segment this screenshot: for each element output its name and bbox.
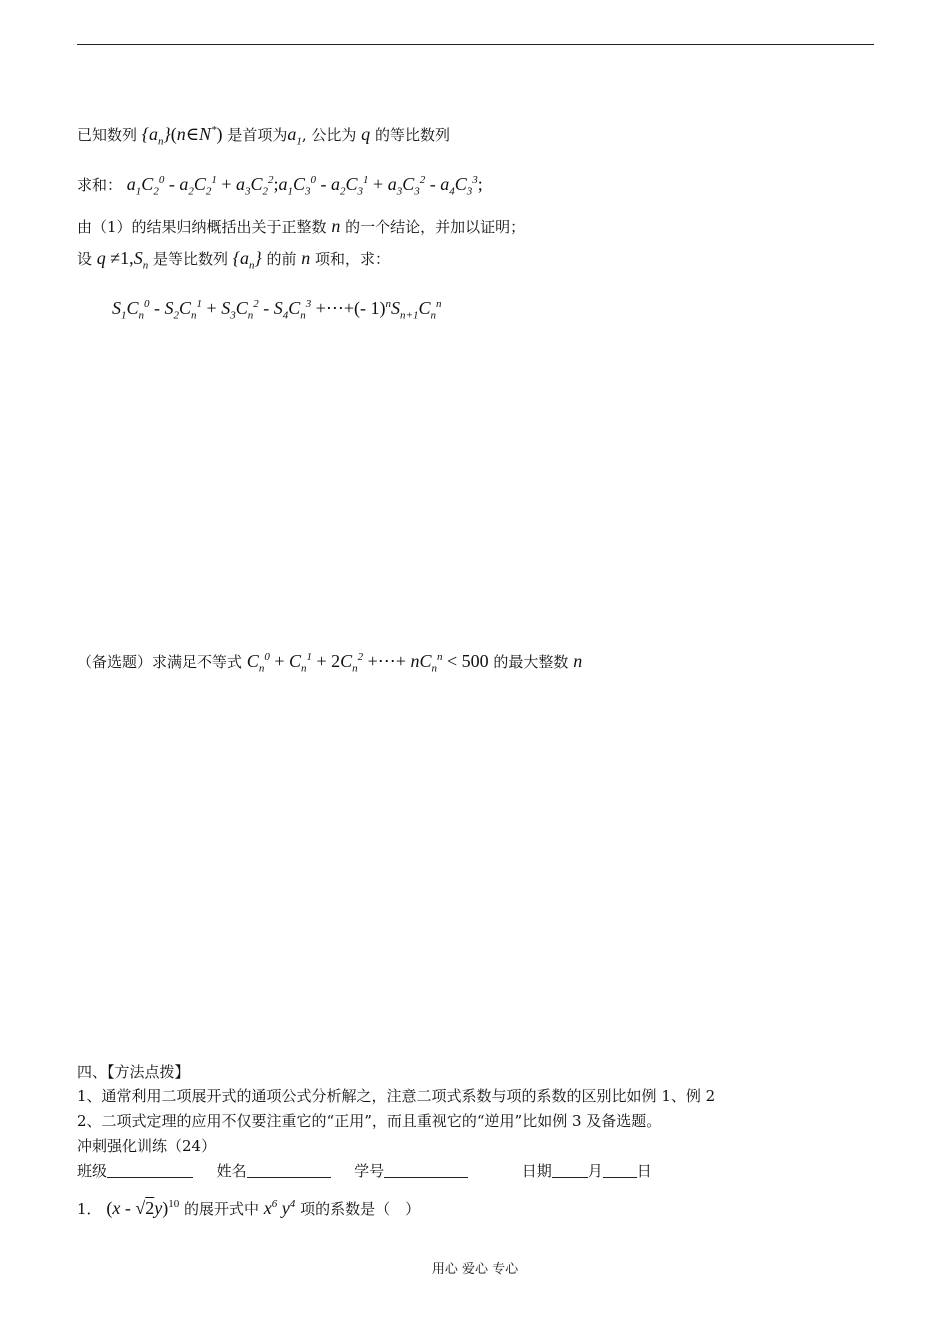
inequality-formula: $C_n^0 + C_n^1 + 2C_n^2$ +⋯+ $nC_n^n < 500$ [246, 651, 489, 675]
student-info: 班级 姓名 学号 日期 月 日 [77, 1162, 652, 1180]
sequence-expression: $\{a_n\}(n\in N^*)$ [141, 124, 223, 148]
part2-text: 由（1）的结果归纳概括出关于正整数 n 的一个结论，并加以证明； [77, 216, 526, 236]
term-expression: $x^6$ $y^4$ [263, 1198, 296, 1218]
name-blank[interactable] [247, 1161, 331, 1178]
n-symbol: n [331, 216, 341, 236]
alt-problem: （备选题）求满足不等式 $C_n^0 + C_n^1 + 2C_n^2$ +⋯+ $nC_n^n < 500$ 的最大整数 n [77, 651, 583, 675]
sn-sum-formula: $S_1C_n^0 - S_2C_n^1 + S_3C_n^2 - S_4C_n^3$ +⋯+(- $1)^nS_{n+1}C_n^n$ [112, 298, 442, 322]
header-rule [77, 44, 874, 45]
binomial-expression: (x - √2y)$^{10}$ [106, 1198, 180, 1218]
sum-formula: $a_1C_2^0 - a_2C_2^1$ + $a_3C_2^2;a_1C_3^0 - a_2C_3^1 + a_3C_3^2 - a_4C_3^3$; [126, 174, 483, 198]
month-blank[interactable] [552, 1161, 588, 1178]
method-point-2: 2、二项式定理的应用不仅要注重它的“正用”，而且重视它的“逆用”比如例 3 及备选题。 [77, 1112, 662, 1130]
q-condition: $q \ne 1,S_n$ [96, 248, 149, 272]
part3-text: 设 $q \ne 1,S_n$ 是等比数列 $\{a_n\}$ 的前 n 项和，求： [77, 248, 391, 272]
page-footer: 用心 爱心 专心 [431, 1262, 519, 1277]
method-heading: 四、【方法点拨】 [77, 1063, 190, 1081]
method-point-1: 1、通常利用二项展开式的通项公式分析解之，注意二项式系数与项的系数的区别比如例 1、例 2 [77, 1087, 716, 1105]
problem-intro: 已知数列 $\{a_n\}(n\in N^*)$ 是首项为$a_1$, 公比为 q 的等比数列 [77, 124, 450, 148]
training-title: 冲刺强化训练（24） [77, 1137, 217, 1155]
n-symbol: n [301, 248, 311, 268]
class-blank[interactable] [107, 1161, 193, 1178]
question-1: 1． (x - √2y)$^{10}$ 的展开式中 $x^6$ $y^4$ 项的系数是（ ） [77, 1198, 421, 1218]
sequence-symbol: $\{a_n\}$ [232, 248, 262, 272]
ratio-symbol: q [361, 124, 371, 144]
n-symbol: n [573, 651, 583, 671]
first-term: $a_1$ [287, 124, 302, 148]
day-blank[interactable] [603, 1161, 637, 1178]
sum-request: 求和： $a_1C_2^0 - a_2C_2^1$ + $a_3C_2^2;a_1C_3^0 - a_2C_3^1 + a_3C_3^2 - a_4C_3^3$; [77, 174, 483, 198]
id-blank[interactable] [384, 1161, 468, 1178]
